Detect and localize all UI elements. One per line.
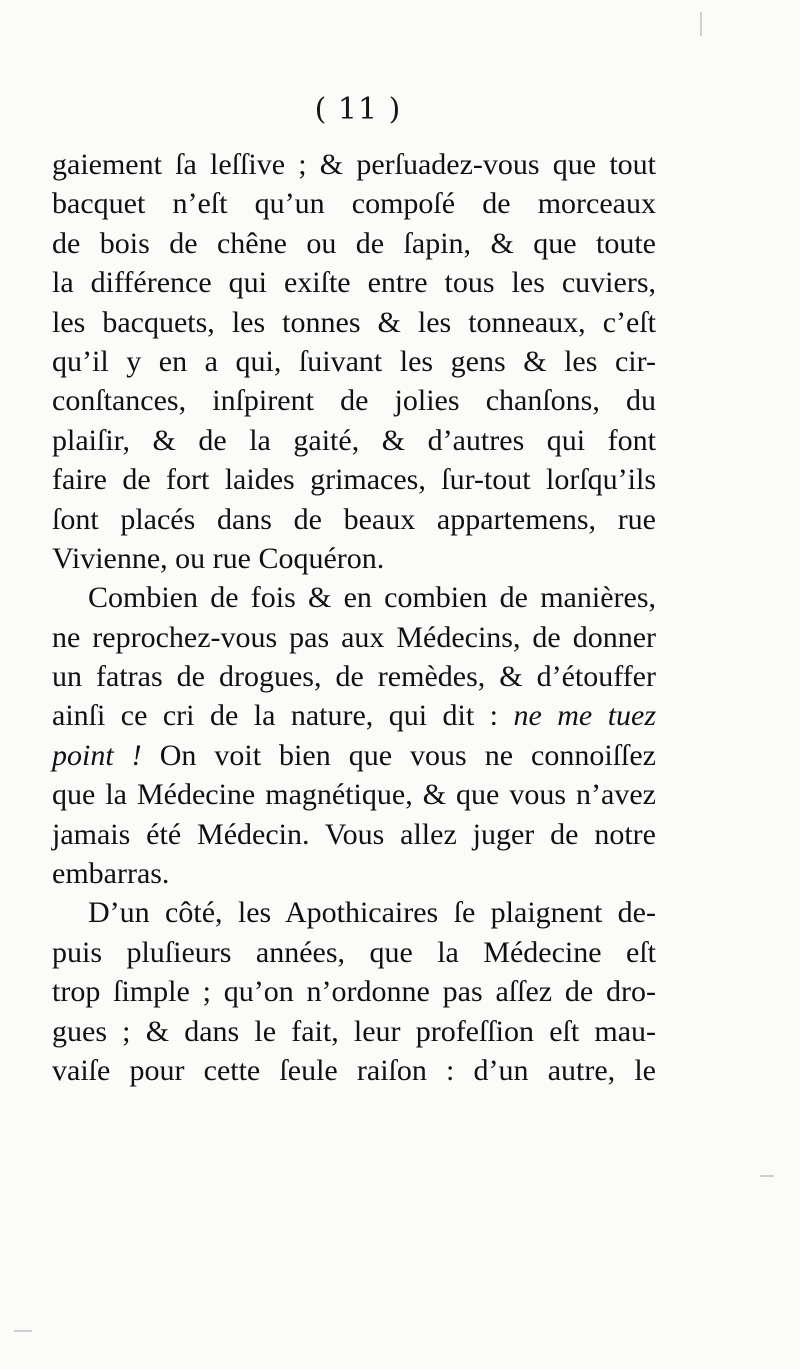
- text-line: ne reprochez-vous pas aux Médecins, de donner: [52, 620, 656, 654]
- text-line: [52, 696, 656, 735]
- text-line: vaiſe pour cette ſeule raiſon : d’un autre, le: [52, 1053, 656, 1087]
- text-line: gaiement ſa leſſive ; & perſuadez-vous que tout: [52, 148, 656, 181]
- text-line: que la Médecine magnétique, & que vous n’avez: [52, 778, 656, 812]
- text-line: ſont placés dans de beaux appartemens, rue: [52, 502, 656, 536]
- text-line: conſtances, inſpirent de jolies chanſons, du: [52, 384, 656, 418]
- text-line: gues ; & dans le fait, leur profeſſion eſt mau-: [52, 1014, 656, 1048]
- text-line: plaiſir, & de la gaité, & d’autres qui font: [52, 423, 656, 457]
- text-line: Combien de fois & en combien de manières,: [88, 581, 656, 615]
- paper-speck: [760, 1175, 774, 1177]
- paper-speck: [14, 1330, 32, 1332]
- text-line: les bacquets, les tonnes & les tonneaux, c’eſt: [52, 305, 656, 339]
- text-line-roman: On voit bien que vous ne connoiſſez: [159, 738, 656, 772]
- text-line: jamais été Médecin. Vous allez juger de notre: [52, 817, 656, 851]
- text-line: faire de fort laides grimaces, ſur-tout lorſqu’ils: [52, 463, 656, 497]
- text-line: bacquet n’eſt qu’un compoſé de morceaux: [52, 187, 656, 221]
- text-line-italic: ne me tuez: [513, 699, 657, 733]
- text-line: embarras.: [52, 857, 170, 891]
- text-line: la différence qui exiſte entre tous les cuviers,: [52, 266, 656, 300]
- text-line: Vivienne, ou rue Coquéron.: [52, 541, 385, 575]
- text-line-roman: ainſi ce cri de la nature, qui dit :: [52, 699, 499, 733]
- text-line: qu’il y en a qui, ſuivant les gens & les cir-: [52, 344, 656, 378]
- text-line: [52, 736, 656, 775]
- body-text: [52, 145, 656, 1090]
- text-line-italic: point !: [52, 738, 142, 772]
- text-line: de bois de chêne ou de ſapin, & que toute: [52, 226, 656, 260]
- page-number: ( 11 ): [314, 92, 402, 127]
- text-line: trop ſimple ; qu’on n’ordonne pas aſſez de dro-: [52, 975, 656, 1009]
- text-line: un fatras de drogues, de remèdes, & d’étouffer: [52, 660, 656, 694]
- paper-speck: [700, 12, 702, 36]
- text-line: D’un côté, les Apothicaires ſe plaignent de-: [88, 896, 656, 930]
- text-line: puis pluſieurs années, que la Médecine eſt: [52, 935, 656, 969]
